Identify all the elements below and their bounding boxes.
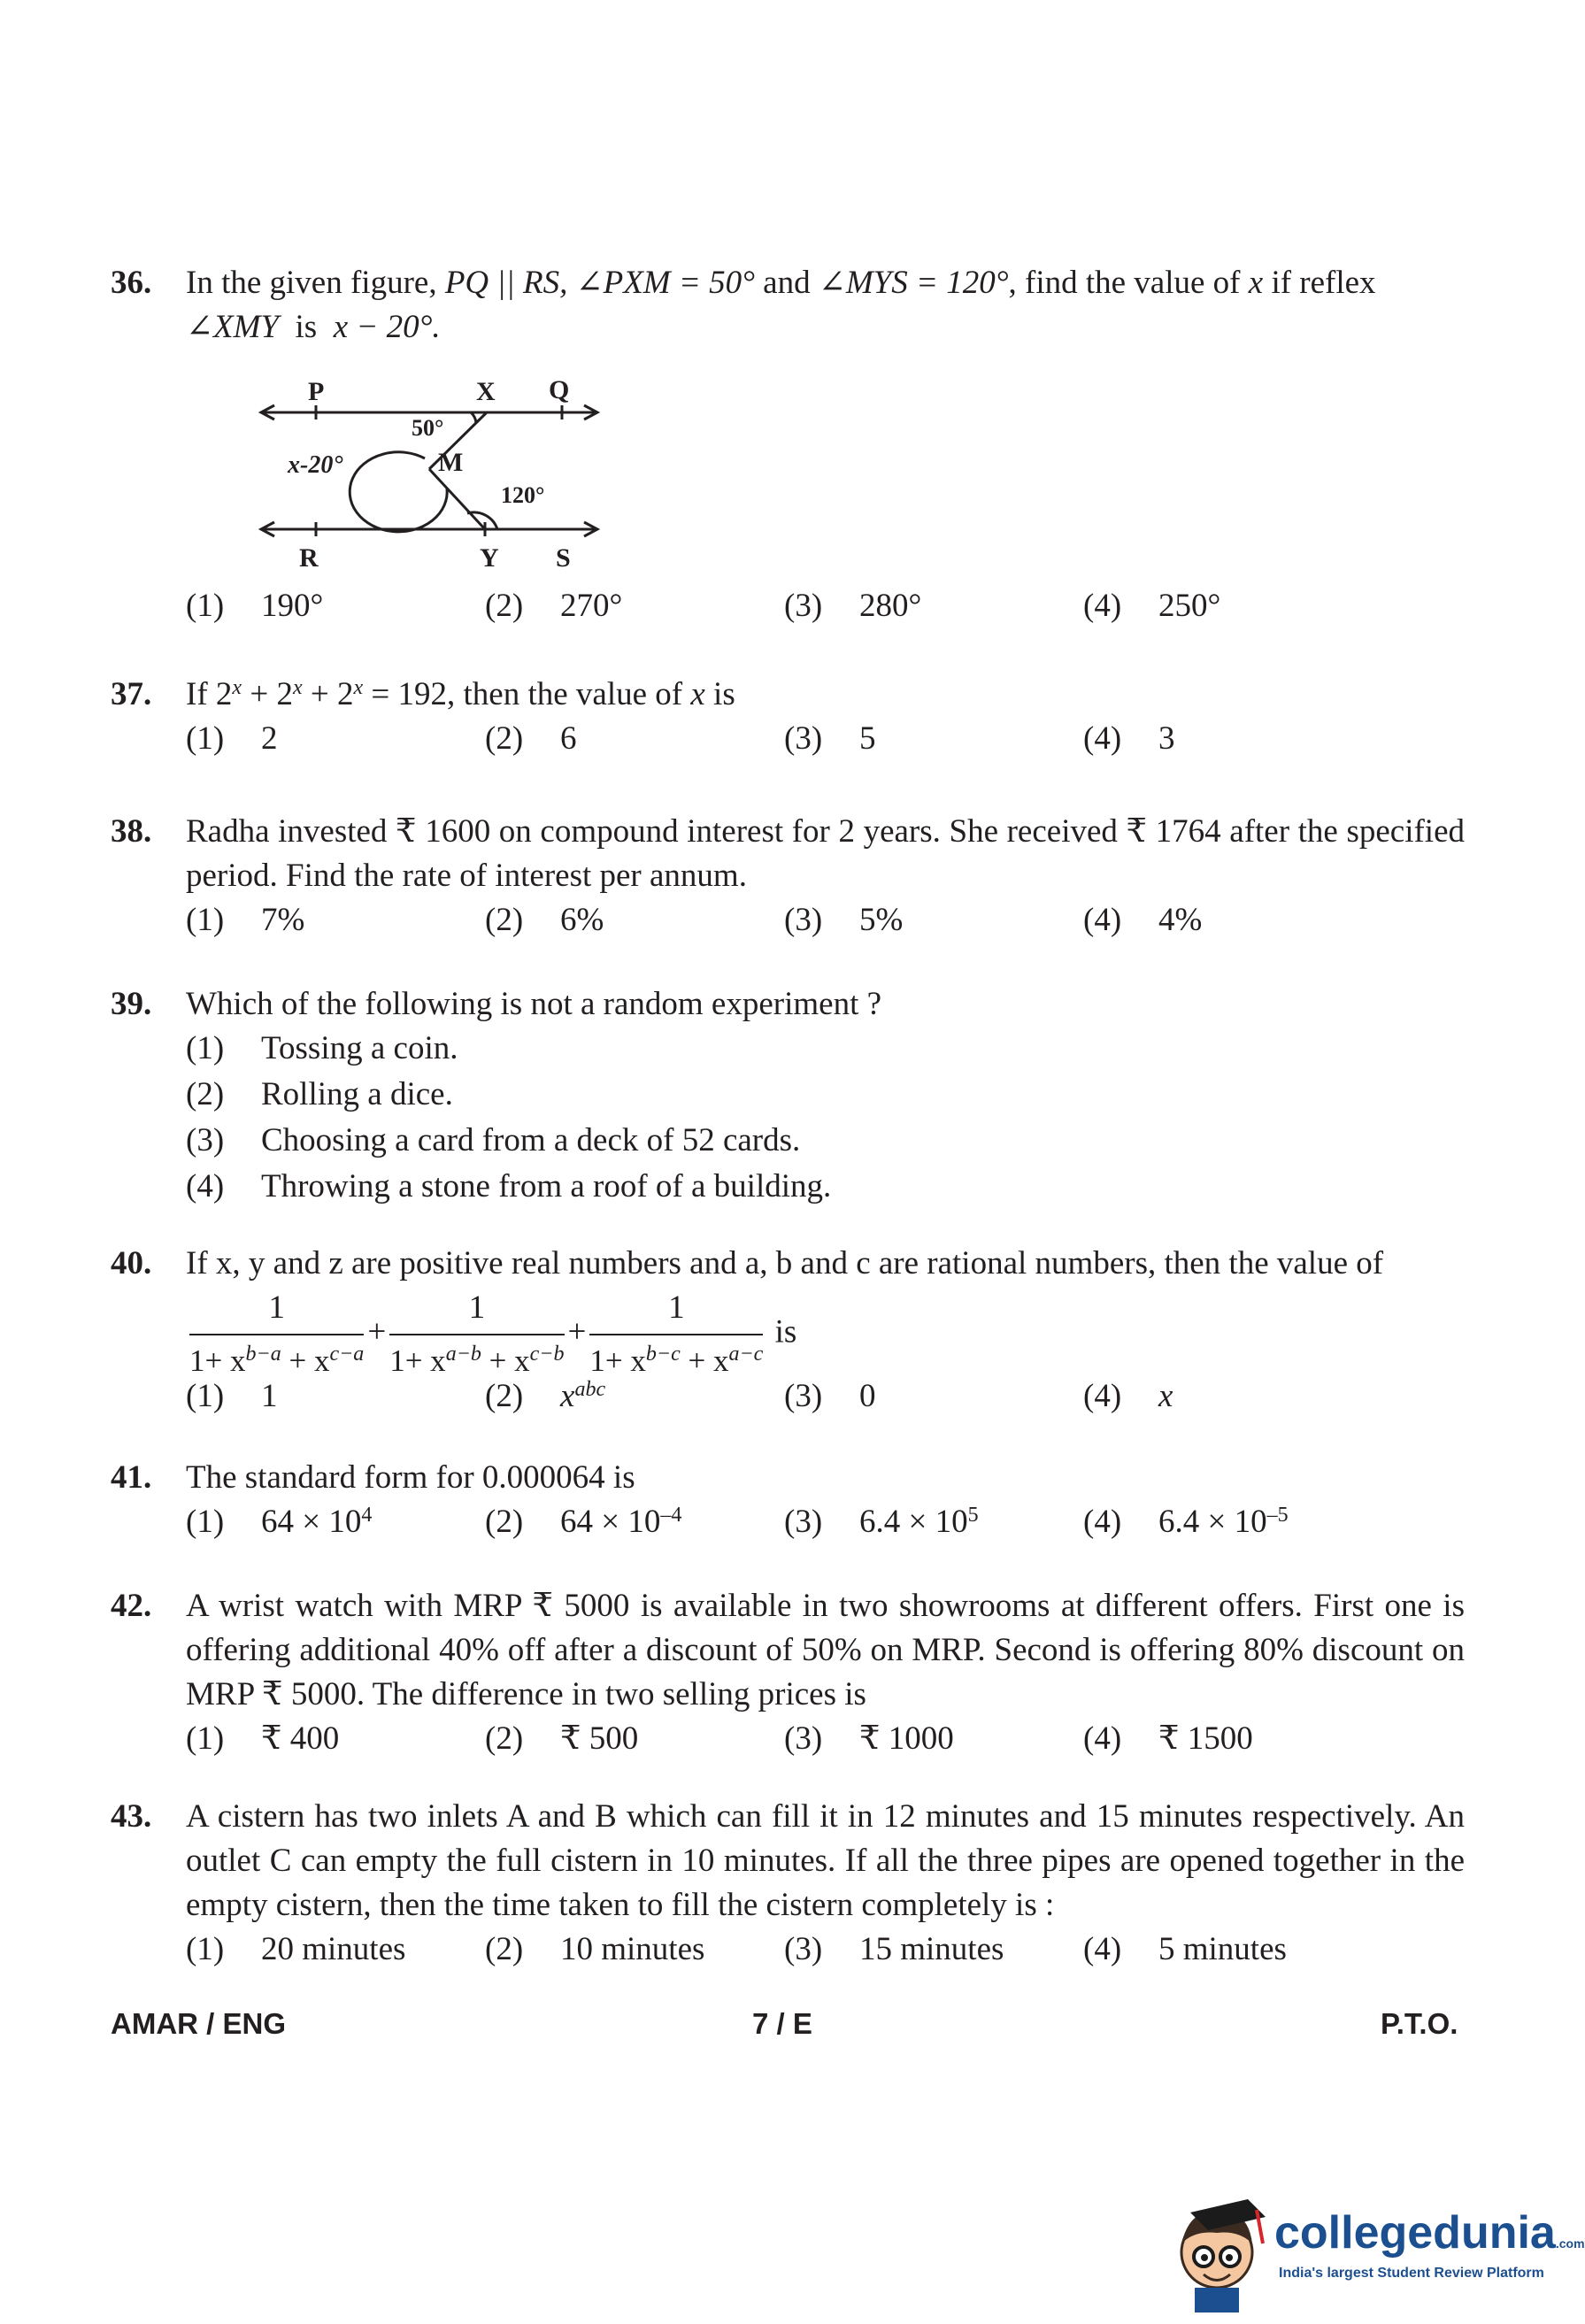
option-4[interactable]: (4) x (1083, 1378, 1173, 1414)
label-angle-50: 50° (412, 415, 444, 441)
option-3[interactable]: (3) 5% (784, 902, 904, 938)
fraction-1: $\frac{1}{1+ x^{b-a} + x^{c-a}}$ (189, 1286, 364, 1383)
label-y: Y (480, 543, 499, 573)
option-1[interactable]: (1) 1 (186, 1378, 278, 1414)
option-1[interactable]: (1) ₹ 400 (186, 1720, 340, 1757)
label-s: S (556, 543, 571, 573)
question-number: 40. (111, 1245, 152, 1281)
option-2[interactable]: (2) 10 minutes (485, 1931, 705, 1967)
question-text: If x, y and z are positive real numbers and a, b and c are rational numbers, then the value of (186, 1245, 1384, 1281)
label-angle-120: 120° (501, 482, 545, 508)
brand-tagline: India's largest Student Review Platform (1279, 2266, 1544, 2281)
question-40 (111, 1242, 1465, 1420)
option-4[interactable]: (4) 5 minutes (1083, 1931, 1287, 1967)
fraction-2: $\frac{1}{1+ x^{a-b} + x^{c-b}}$ (389, 1286, 564, 1383)
option-1[interactable]: (1) 2 (186, 720, 278, 757)
label-m: M (438, 448, 464, 477)
option-2[interactable]: (2) Rolling a dice. (186, 1076, 453, 1112)
option-3[interactable]: (3) Choosing a card from a deck of 52 cards. (186, 1122, 801, 1158)
option-1[interactable]: (1) $64 \times 10^4$ (186, 1504, 373, 1540)
option-3[interactable]: (3) 5 (784, 720, 876, 757)
label-q: Q (549, 375, 570, 404)
label-r: R (299, 543, 319, 573)
geometry-figure (248, 370, 619, 582)
question-38 (111, 810, 1465, 944)
option-3[interactable]: (3) 0 (784, 1378, 876, 1414)
footer-paper-code: AMAR / ENG (111, 2007, 286, 2040)
option-4[interactable]: (4) 250° (1083, 588, 1221, 624)
question-39 (111, 982, 1465, 1211)
mascot-logo-icon (1164, 2182, 1270, 2314)
brand-name: collegedunia.com (1274, 2207, 1585, 2259)
option-3[interactable]: (3) ₹ 1000 (784, 1720, 954, 1757)
question-number: 38. (111, 813, 152, 850)
question-36 (111, 261, 1465, 350)
question-43 (111, 1795, 1465, 1974)
question-37 (111, 673, 1465, 763)
option-1[interactable]: (1) 20 minutes (186, 1931, 406, 1967)
question-42 (111, 1584, 1465, 1763)
question-text: Radha invested ₹ 1600 on compound interest for 2 years. She received ₹ 1764 after the specified period. Find the rate of interest per annum. (186, 813, 1465, 894)
question-41 (111, 1456, 1465, 1546)
collegedunia-watermark (1164, 2182, 1585, 2314)
label-p: P (308, 377, 325, 406)
question-number: 41. (111, 1459, 152, 1496)
question-number: 42. (111, 1588, 152, 1624)
question-text: In the given figure, PQ || RS, ∠PXM = 50° and ∠MYS = 120°, find the value of x if reflex ∠XMY is x − 20°. (186, 265, 1376, 345)
option-3[interactable]: (3) 15 minutes (784, 1931, 1004, 1967)
option-4[interactable]: (4) $6.4 \times 10^{-5}$ (1083, 1504, 1289, 1540)
question-number: 36. (111, 265, 152, 301)
option-2[interactable]: (2) ₹ 500 (485, 1720, 639, 1757)
option-1[interactable]: (1) Tossing a coin. (186, 1030, 458, 1066)
option-2[interactable]: (2) $x^{abc}$ (485, 1378, 606, 1414)
option-2[interactable]: (2) 6 (485, 720, 577, 757)
question-text: The standard form for 0.000064 is (186, 1459, 635, 1496)
question-number: 39. (111, 986, 152, 1022)
option-2[interactable]: (2) 270° (485, 588, 623, 624)
fraction-expression: $\frac{1}{1+ x^{b-a} + x^{c-a}}$ + $\frac{1}{1+ x^{a-b} + x^{c-b}}$ + $\frac{1}{1+ x^{b-c} + x^{a-c}}$ is (186, 1286, 1465, 1374)
label-x: X (476, 377, 496, 406)
label-reflex: x-20° (288, 451, 343, 479)
question-36-options (111, 584, 1465, 630)
footer-pto: P.T.O. (1381, 2007, 1458, 2040)
option-4[interactable]: (4) 4% (1083, 902, 1203, 938)
question-text: Which of the following is not a random experiment ? (186, 986, 882, 1022)
footer-page-number: 7 / E (752, 2007, 812, 2040)
option-1[interactable]: (1) 7% (186, 902, 305, 938)
option-3[interactable]: (3) $6.4 \times 10^5$ (784, 1504, 979, 1540)
question-text: If $2^x + 2^x + 2^x = 192$, then the value of x is (186, 676, 735, 712)
option-1[interactable]: (1) 190° (186, 588, 324, 624)
option-2[interactable]: (2) 6% (485, 902, 604, 938)
option-2[interactable]: (2) $64 \times 10^{-4}$ (485, 1504, 682, 1540)
question-text: A wrist watch with MRP ₹ 5000 is available in two showrooms at different offers. First one is offering additional 40% off after a discount of 50% on MRP. Second is offering 80% discount on MRP ₹ 5000. The difference in two selling prices is (186, 1588, 1465, 1712)
fraction-3: $\frac{1}{1+ x^{b-c} + x^{a-c}}$ (589, 1286, 763, 1383)
question-number: 37. (111, 676, 152, 712)
option-3[interactable]: (3) 280° (784, 588, 922, 624)
question-text: A cistern has two inlets A and B which can fill it in 12 minutes and 15 minutes respectively. An outlet C can empty the full cistern in 10 minutes. If all the three pipes are opened together in the empty cistern, then the time taken to fill the cistern completely is : (186, 1798, 1465, 1923)
option-4[interactable]: (4) 3 (1083, 720, 1175, 757)
question-number: 43. (111, 1798, 152, 1835)
option-4[interactable]: (4) ₹ 1500 (1083, 1720, 1253, 1757)
option-4[interactable]: (4) Throwing a stone from a roof of a building. (186, 1168, 832, 1204)
